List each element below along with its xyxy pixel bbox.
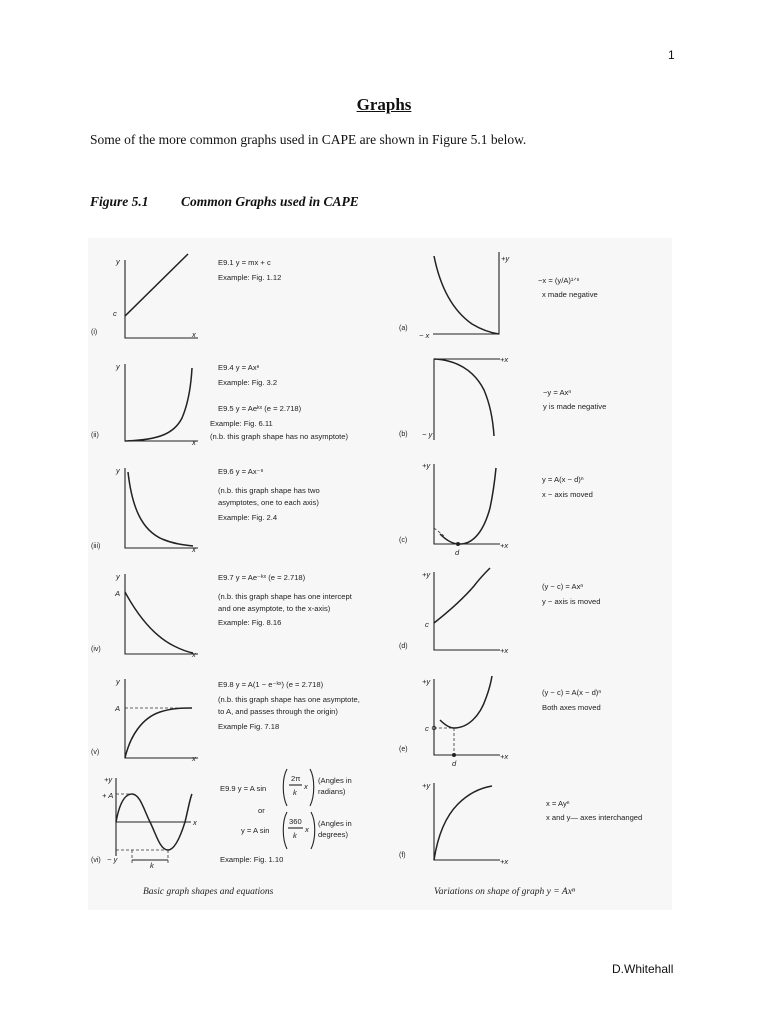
graph-number: (d) — [399, 643, 408, 650]
example-ref: Example: Fig. 1.10 — [220, 855, 284, 864]
x-label: x — [192, 545, 196, 554]
x-label: x — [192, 650, 196, 659]
graph-number: (e) — [399, 746, 408, 753]
equation: −y = Axⁿ — [543, 388, 572, 397]
y-label: +y — [422, 461, 431, 470]
graph-d — [399, 568, 600, 655]
equation: E9.9 y = A sin — [220, 784, 267, 793]
equation: E9.5 y = Aeᵏˣ (e = 2.718) — [218, 404, 302, 413]
graph-iv — [91, 572, 353, 659]
graph-number: (vi) — [91, 857, 101, 864]
graph-iii-curve — [128, 472, 193, 546]
d-label: d — [452, 759, 457, 768]
graph-iv-curve — [125, 592, 193, 653]
fraction-numerator: 360 — [289, 817, 302, 826]
author-footer: D.Whitehall — [612, 962, 674, 976]
note: asymptotes, one to each axis) — [218, 498, 319, 507]
equation: E9.1 y = mx + c — [218, 258, 271, 267]
graph-f-curve — [434, 786, 492, 860]
y-label: +y — [422, 570, 431, 579]
offset-guides — [434, 728, 454, 755]
example-ref: Example: Fig. 6.11 — [210, 419, 273, 428]
graph-number: (f) — [399, 852, 406, 859]
equation: −x = (y/A)¹ᐟⁿ — [538, 276, 580, 285]
graph-i-axes — [125, 260, 198, 338]
y-label: +y — [422, 677, 431, 686]
unit-note: (Angles in — [318, 776, 352, 785]
y-label: y — [116, 257, 120, 266]
unit-note: degrees) — [318, 830, 348, 839]
graph-d-curve — [434, 568, 490, 623]
note: (n.b. this graph shape has one intercept — [218, 592, 352, 601]
intro-paragraph: Some of the more common graphs used in CAPE are shown in Figure 5.1 below. — [90, 132, 527, 147]
equation: x = Ayⁿ — [546, 799, 570, 808]
bracket — [283, 769, 287, 806]
example-ref: Example Fig. 7.18 — [218, 722, 280, 731]
x-label: +x — [500, 752, 509, 761]
neg-x-label: − x — [419, 331, 430, 340]
A-label: A — [115, 704, 121, 713]
graph-d-axes — [434, 572, 500, 650]
y-label: y — [116, 362, 120, 371]
note: y is made negative — [543, 402, 607, 411]
note: x and y— axes interchanged — [546, 813, 643, 822]
note: (n.b. this graph shape has no asymptote) — [210, 432, 349, 441]
figure-label: Figure 5.1 — [90, 194, 149, 209]
equation: y = A sin — [241, 826, 270, 835]
graph-iii — [91, 466, 320, 554]
graph-number: (v) — [91, 749, 100, 756]
equation: E9.7 y = Ae⁻ᵏˣ (e = 2.718) — [218, 573, 306, 582]
graph-c — [399, 461, 593, 557]
graph-b — [399, 355, 606, 440]
graph-vi — [91, 769, 352, 870]
d-label: d — [455, 548, 460, 557]
graph-e-curve — [440, 676, 492, 728]
graph-f-axes — [434, 783, 500, 860]
graph-a — [399, 252, 598, 340]
note: y − axis is moved — [542, 597, 601, 606]
graph-a-curve — [434, 256, 499, 334]
left-caption: Basic graph shapes and equations — [143, 887, 274, 897]
graph-number: (iii) — [91, 543, 101, 550]
graph-number: (b) — [399, 431, 408, 438]
y-label: y — [116, 466, 120, 475]
fraction-numerator: 2π — [291, 774, 301, 783]
figure-title: Common Graphs used in CAPE — [181, 194, 359, 209]
x-label: +x — [500, 857, 509, 866]
A-label: + A — [102, 791, 114, 800]
graph-ii — [91, 362, 349, 447]
bracket — [310, 769, 314, 806]
graph-number: (c) — [399, 537, 408, 544]
graph-iv-axes — [125, 574, 198, 654]
right-caption: Variations on shape of graph y = Axⁿ — [434, 887, 575, 897]
graph-figure — [88, 238, 672, 910]
note: and one asymptote, to the x-axis) — [218, 604, 331, 613]
x-label: x — [192, 330, 196, 339]
note: Both axes moved — [542, 703, 601, 712]
graph-b-curve — [434, 359, 494, 436]
graph-number: (a) — [399, 325, 408, 332]
x-variable: x — [304, 782, 308, 791]
note: x − axis moved — [542, 490, 593, 499]
A-label: A — [115, 589, 121, 598]
y-label: y — [116, 572, 120, 581]
graph-i-line — [125, 254, 188, 316]
fraction-denominator: k — [293, 831, 297, 840]
equation: y = A(x − d)ⁿ — [542, 475, 584, 484]
k-label: k — [150, 861, 154, 870]
x-label: x — [192, 438, 196, 447]
bracket — [283, 812, 287, 849]
page-title: Graphs — [356, 95, 412, 114]
graph-v-curve — [125, 708, 192, 758]
graph-e — [399, 676, 601, 768]
graph-v — [91, 677, 360, 763]
graph-i — [91, 254, 281, 339]
graph-b-axes — [434, 359, 500, 440]
c-label: c — [425, 724, 429, 733]
equation: E9.8 y = A(1 − e⁻ᵏˣ) (e = 2.718) — [218, 680, 324, 689]
equation: E9.6 y = Ax⁻ⁿ — [218, 467, 264, 476]
graph-e-axes — [434, 679, 500, 755]
graph-number: (i) — [91, 329, 98, 336]
x-label: +x — [500, 646, 509, 655]
curve-extension — [434, 528, 444, 536]
graph-ii-curve — [125, 368, 192, 441]
d-point — [452, 753, 456, 757]
graph-f — [399, 781, 642, 866]
example-ref: Example: Fig. 8.16 — [218, 618, 282, 627]
or-label: or — [258, 806, 265, 815]
unit-note: (Angles in — [318, 819, 352, 828]
graph-figure-svg — [88, 238, 672, 910]
x-label: +x — [500, 541, 509, 550]
graph-number: (iv) — [91, 646, 101, 653]
x-label: x — [193, 818, 197, 827]
example-ref: Example: Fig. 3.2 — [218, 378, 278, 387]
graph-c-curve — [440, 468, 496, 544]
unit-note: radians) — [318, 787, 346, 796]
y-label: y — [116, 677, 120, 686]
c-label: c — [425, 620, 429, 629]
x-label: x — [192, 754, 196, 763]
note: x made negative — [542, 290, 598, 299]
graph-a-axes — [433, 252, 499, 334]
fraction-denominator: k — [293, 788, 297, 797]
neg-y-label: − y — [422, 430, 433, 439]
c-label: c — [113, 309, 117, 318]
equation: (y − c) = Axⁿ — [542, 582, 584, 591]
neg-y-label: − y — [107, 855, 118, 864]
root-point — [456, 542, 460, 546]
example-ref: Example: Fig. 2.4 — [218, 513, 278, 522]
y-label: +y — [422, 781, 431, 790]
graph-v-axes — [125, 679, 198, 758]
page-number: 1 — [668, 48, 675, 62]
note: (n.b. this graph shape has two — [218, 486, 320, 495]
y-label: +y — [501, 254, 510, 263]
equation: E9.4 y = Axⁿ — [218, 363, 260, 372]
equation: (y − c) = A(x − d)ⁿ — [542, 688, 602, 697]
y-label: +y — [104, 775, 113, 784]
x-variable: x — [305, 825, 309, 834]
note: to A, and passes through the origin) — [218, 707, 338, 716]
example-ref: Example: Fig. 1.12 — [218, 273, 282, 282]
bracket — [311, 812, 315, 849]
x-label: +x — [500, 355, 509, 364]
graph-number: (ii) — [91, 432, 99, 439]
note: (n.b. this graph shape has one asymptote, — [218, 695, 360, 704]
